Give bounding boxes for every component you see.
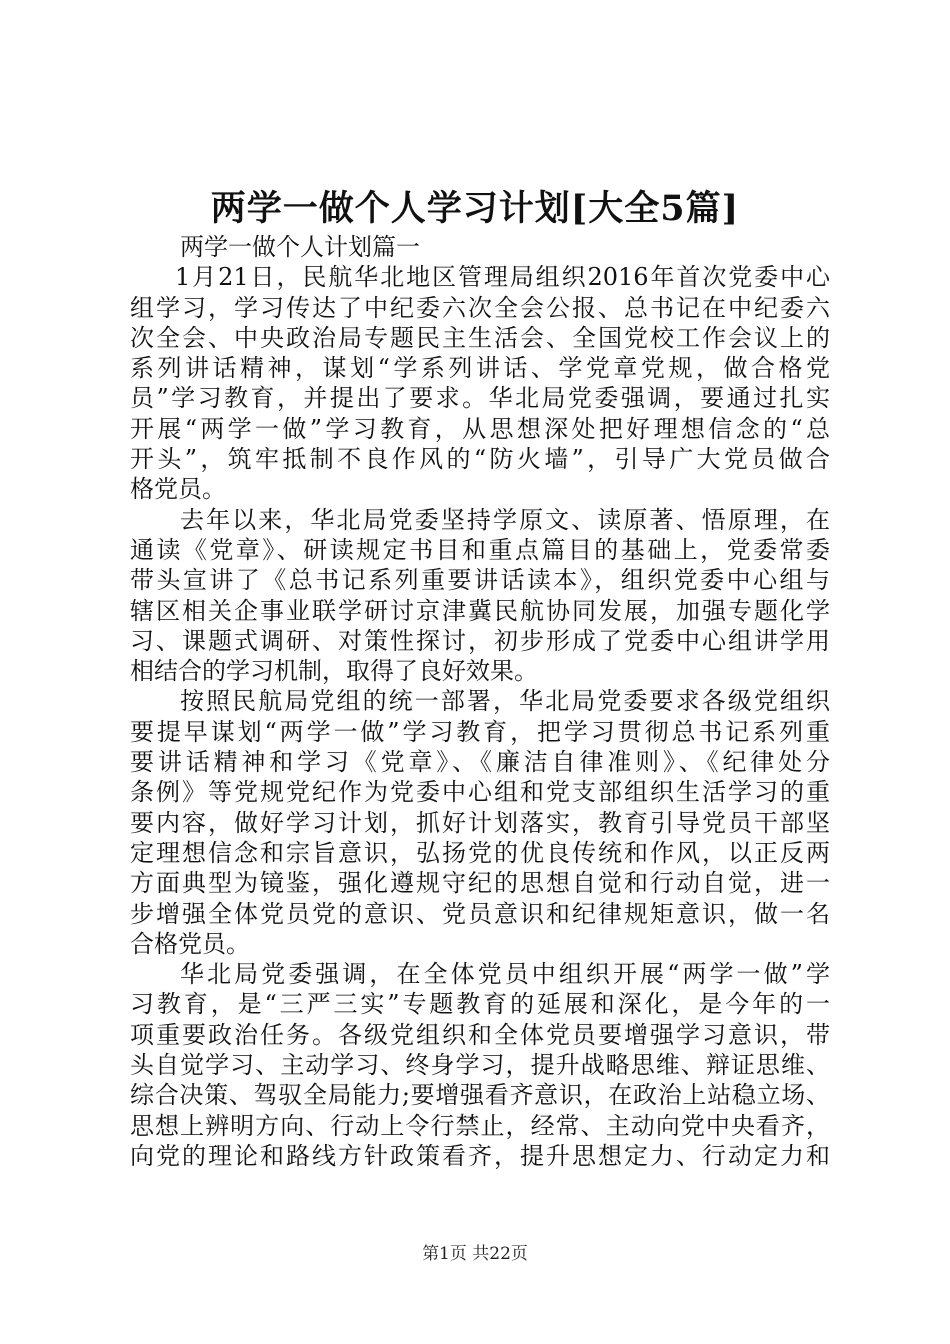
- page-number-footer: 第1页 共22页: [422, 1244, 528, 1264]
- paragraph-line: 习、课题式调研、对策性探讨，初步形成了党委中心组讲学用: [130, 626, 830, 655]
- paragraph-line: 思想上辨明方向、行动上令行禁止，经常、主动向党中央看齐，: [130, 1111, 830, 1140]
- paragraph-line: 定理想信念和宗旨意识，弘扬党的优良传统和作风，以正反两: [130, 838, 830, 867]
- paragraph-line: 综合决策、驾驭全局能力;要增强看齐意识，在政治上站稳立场、: [130, 1081, 830, 1110]
- section-heading: 两学一做个人计划篇一: [180, 233, 420, 261]
- paragraph-line: 相结合的学习机制，取得了良好效果。: [130, 657, 538, 686]
- paragraph-line: 组学习，学习传达了中纪委六次全会公报、总书记在中纪委六: [130, 293, 830, 322]
- document-body: [130, 232, 830, 1171]
- paragraph-line: 合格党员。: [130, 929, 250, 958]
- paragraph-line: 员”学习教育，并提出了要求。华北局党委强调，要通过扎实: [130, 384, 830, 413]
- document-title: 两学一做个人学习计划[大全5篇]: [210, 188, 740, 229]
- paragraph-line: 格党员。: [130, 475, 226, 504]
- paragraph-line: 辖区相关企事业联学研讨京津冀民航协同发展，加强专题化学: [130, 596, 830, 625]
- paragraph-line: 带头宣讲了《总书记系列重要讲话读本》，组织党委中心组与: [130, 566, 830, 595]
- paragraph-line: 1月21日，民航华北地区管理局组织2016年首次党委中心: [175, 263, 830, 292]
- paragraph-line: 项重要政治任务。各级党组织和全体党员要增强学习意识，带: [130, 1020, 830, 1049]
- paragraph-line: 华北局党委强调，在全体党员中组织开展“两学一做”学: [180, 960, 830, 989]
- paragraph-line: 系列讲话精神，谋划“学系列讲话、学党章党规，做合格党: [130, 354, 830, 383]
- paragraph-line: 条例》等党规党纪作为党委中心组和党支部组织生活学习的重: [130, 778, 830, 807]
- paragraph-line: 步增强全体党员党的意识、党员意识和纪律规矩意识，做一名: [130, 899, 830, 928]
- paragraph-line: 去年以来，华北局党委坚持学原文、读原著、悟原理，在: [180, 505, 830, 534]
- paragraph-line: 头自觉学习、主动学习、终身学习，提升战略思维、辩证思维、: [130, 1051, 830, 1080]
- paragraph-line: 要讲话精神和学习《党章》、《廉洁自律准则》、《纪律处分: [130, 748, 830, 777]
- paragraph-line: 通读《党章》、研读规定书目和重点篇目的基础上，党委常委: [130, 535, 830, 564]
- paragraph-line: 开头”，筑牢抵制不良作风的“防火墙”，引导广大党员做合: [130, 445, 830, 474]
- paragraph-line: 方面典型为镜鉴，强化遵规守纪的思想自觉和行动自觉，进一: [130, 869, 830, 898]
- paragraph-line: 向党的理论和路线方针政策看齐，提升思想定力、行动定力和: [130, 1141, 830, 1170]
- paragraph-line: 次全会、中央政治局专题民主生活会、全国党校工作会议上的: [130, 323, 830, 352]
- paragraph-line: 要提早谋划“两学一做”学习教育，把学习贯彻总书记系列重: [130, 717, 830, 746]
- paragraph-line: 按照民航局党组的统一部署，华北局党委要求各级党组织: [180, 687, 830, 716]
- paragraph-line: 习教育，是“三严三实”专题教育的延展和深化，是今年的一: [130, 990, 830, 1019]
- paragraph-line: 要内容，做好学习计划，抓好计划落实，教育引导党员干部坚: [130, 808, 830, 837]
- paragraph-line: 开展“两学一做”学习教育，从思想深处把好理想信念的“总: [130, 414, 830, 443]
